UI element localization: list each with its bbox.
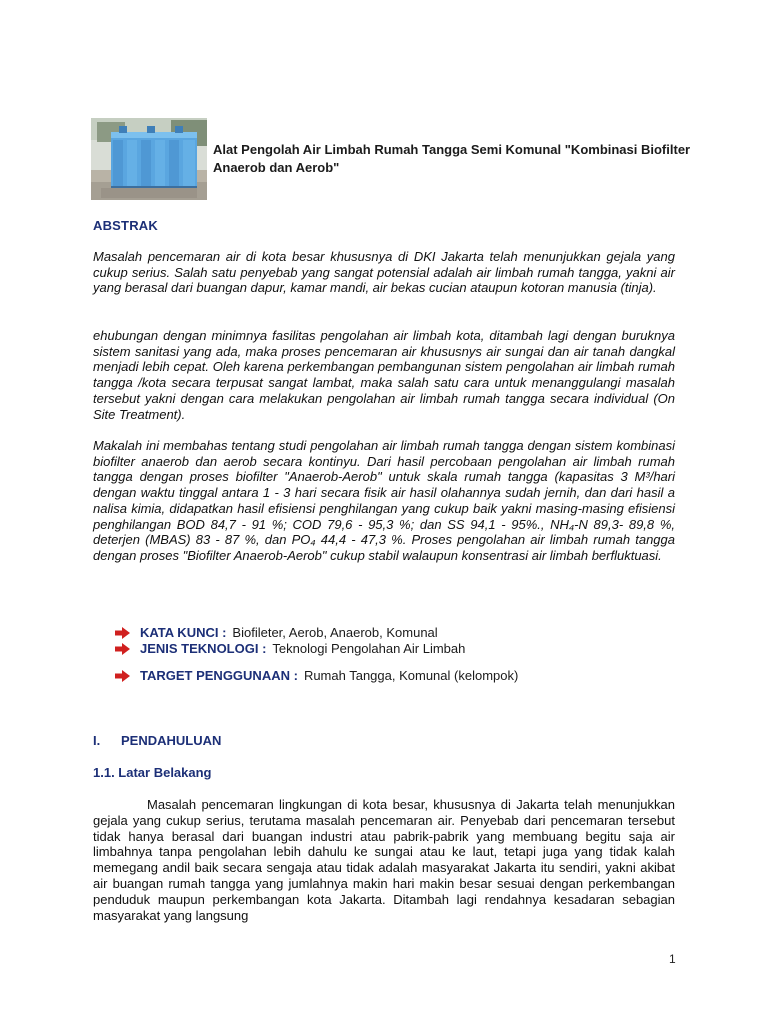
red-arrow-bullet-icon	[115, 670, 130, 682]
section-title: PENDAHULUAN	[121, 733, 222, 748]
section-number: I.	[93, 733, 101, 748]
abstract-paragraph-1: Masalah pencemaran air di kota besar khususnya di DKI Jakarta telah menunjukkan gejala yang cukup serius. Salah satu penyebab yang sangat potensial adalah air limbah rumah tangga, yakni air yang berasal dari buangan dapur, kamar mandi, air bekas cucian ataupun kotoran manusia (tinja).	[93, 249, 675, 296]
keyword-row-jenis-teknologi	[115, 641, 465, 657]
keyword-label: KATA KUNCI :	[140, 625, 227, 640]
section-body-paragraph: Masalah pencemaran lingkungan di kota besar, khususnya di Jakarta telah menunjukkan gejala yang cukup serius, terutama masalah pencemaran air. Penyebab dari pencemaran tersebut tidak hanya berasal dari buangan industri atau pabrik-pabrik yang membuang begitu saja air limbahnya tanpa pengolahan lebih dahulu ke sungai atau ke laut, tetapi juga yang tidak kalah memegang andil baik secara sengaja atau tidak adalah masyarakat Jakarta itu sendiri, yakni akibat air buangan rumah tangga yang jumlahnya makin hari makin besar sesuai dengan perkembangan penduduk maupun perkembangan kota Jakarta. Ditambah lagi rendahnya kesadaran sebagian masyarakat yang langsung	[93, 797, 675, 923]
keyword-value: Teknologi Pengolahan Air Limbah	[272, 641, 466, 656]
keyword-value: Rumah Tangga, Komunal (kelompok)	[303, 668, 519, 683]
red-arrow-bullet-icon	[115, 643, 130, 655]
keyword-label: TARGET PENGGUNAAN :	[140, 668, 298, 683]
water-tank-photo	[91, 118, 207, 200]
keyword-row-kata-kunci	[115, 625, 438, 641]
keyword-label: JENIS TEKNOLOGI :	[140, 641, 267, 656]
abstract-heading: ABSTRAK	[93, 218, 158, 233]
page-number: 1	[669, 952, 676, 966]
abstract-paragraph-3: Makalah ini membahas tentang studi pengolahan air limbah rumah tangga dengan sistem kombinasi biofilter anaerob dan aerob secara kontinyu. Dari hasil percobaan pengolahan air limbah rumah tangga dengan proses biofilter "Anaerob-Aerob" untuk skala rumah tangga (kapasitas 3 M³/hari dengan waktu tinggal antara 1 - 3 hari secara fisik air hasil olahannya sudah jernih, dan dari hasil a nalisa kimia, didapatkan hasil efisiensi penghilangan yang cukup baik yakni masing-masing efisiensi penghilangan BOD 84,7 - 91 %; COD 79,6 - 95,3 %; dan SS 94,1 - 95%., NH₄-N 89,3- 89,8 %, deterjen (MBAS) 83 - 87 %, dan PO₄ 44,4 - 47,3 %. Proses pengolahan air limbah rumah tangga dengan proses "Biofilter Anaerob-Aerob" cukup stabil walaupun konsentrasi air limbah berfluktuasi.	[93, 438, 675, 563]
keyword-value: Biofileter, Aerob, Anaerob, Komunal	[232, 625, 438, 640]
document-title: Alat Pengolah Air Limbah Rumah Tangga Semi Komunal "Kombinasi Biofilter Anaerob dan Aerob"	[213, 142, 691, 175]
abstract-paragraph-2: ehubungan dengan minimnya fasilitas pengolahan air limbah kota, ditambah lagi dengan buruknya sistem sanitasi yang ada, maka proses pencemaran air khususnys air sungai dan air tanah dangkal menjadi lebih cepat. Oleh karena perkembangan pembangunan sistem pengolahan air limbah rumah tangga /kota secara terpusat sangat lambat, maka salah satu cara untuk menanggulangi masalah tersebut yakni dengan cara melakukan pengolahan air limbah rumah tangga secara individual (On Site Treatment).	[93, 328, 675, 422]
keyword-row-target-penggunaan	[115, 668, 518, 684]
subsection-heading: 1.1. Latar Belakang	[93, 765, 212, 780]
red-arrow-bullet-icon	[115, 627, 130, 639]
section-heading	[93, 733, 221, 748]
